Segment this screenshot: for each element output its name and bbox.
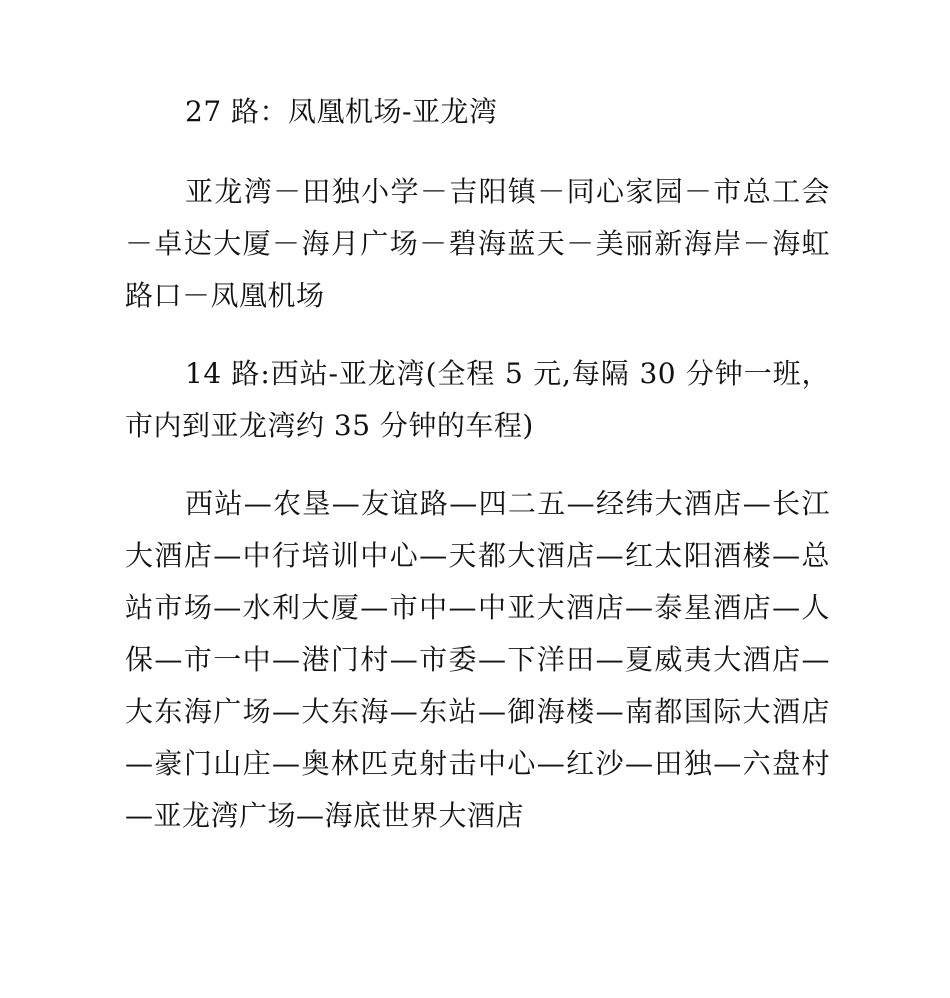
route-14-heading: 14 路:西站-亚龙湾(全程 5 元,每隔 30 分钟一班，市内到亚龙湾约 35 分钟的车程)	[125, 357, 830, 442]
route-27-heading: 27 路：凤凰机场-亚龙湾	[185, 95, 498, 128]
route-27-stops: 亚龙湾－田独小学－吉阳镇－同心家园－市总工会－卓达大厦－海月广场－碧海蓝天－美丽新海岸－海虹路口－凤凰机场	[125, 175, 830, 312]
route-14-stops: 西站—农垦—友谊路—四二五—经纬大酒店—长江大酒店—中行培训中心—天都大酒店—红太阳酒楼—总站市场—水利大厦—市中—中亚大酒店—泰星酒店—人保—市一中—港门村—市委—下洋田—夏威夷大酒店—大东海广场—大东海—东站—御海楼—南都国际大酒店—豪门山庄—奥林匹克射击中心—红沙—田独—六盘村—亚龙湾广场—海底世界大酒店	[125, 487, 830, 832]
